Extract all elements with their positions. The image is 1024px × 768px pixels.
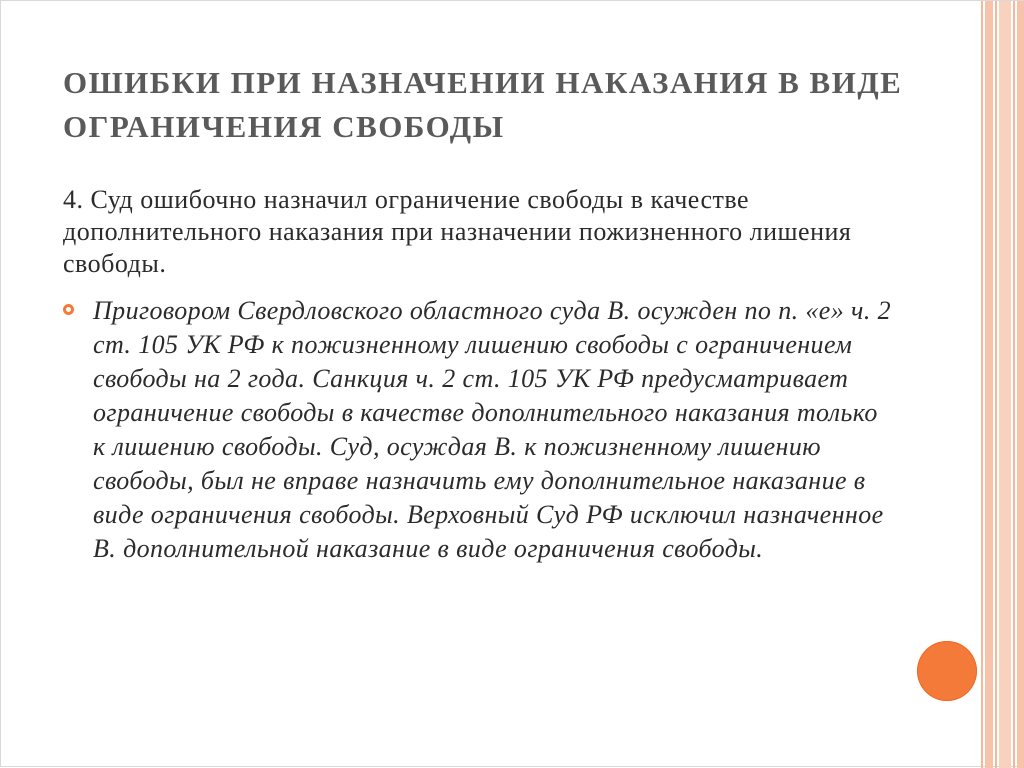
bullet-text: Приговором Свердловского областного суда В. осужден по п. «е» ч. 2 ст. 105 УК РФ к пожизненному лишению свободы с ограничением свободы на 2 года. Санкция ч. 2 ст. 105 УК РФ предусматривает ограничение свободы в качестве дополнительного наказания только к лишению свободы. Суд, осуждая В. к пожизненному лишению свободы, был не вправе назначить ему дополнительное наказание в виде ограничения свободы. Верховный Суд РФ исключил назначенное В. дополнительной наказание в виде ограничения свободы.: [93, 296, 892, 563]
body-paragraph: 4. Суд ошибочно назначил ограничение свободы в качестве дополнительного наказания при назначении пожизненного лишения свободы.: [63, 185, 852, 278]
decorative-circle: [917, 641, 977, 701]
decorative-stripes: [981, 1, 1024, 768]
stripe: [985, 1, 993, 768]
slide-title: ОШИБКИ ПРИ НАЗНАЧЕНИИ НАКАЗАНИЯ В ВИДЕ ОГРАНИЧЕНИЯ СВОБОДЫ: [63, 65, 903, 144]
stripe: [1017, 1, 1024, 768]
bullet-circle-icon: [63, 304, 74, 315]
stripe: [981, 1, 983, 768]
stripe: [995, 1, 997, 768]
bullet-item: [63, 294, 893, 566]
stripe: [1013, 1, 1015, 768]
stripe: [999, 1, 1011, 768]
